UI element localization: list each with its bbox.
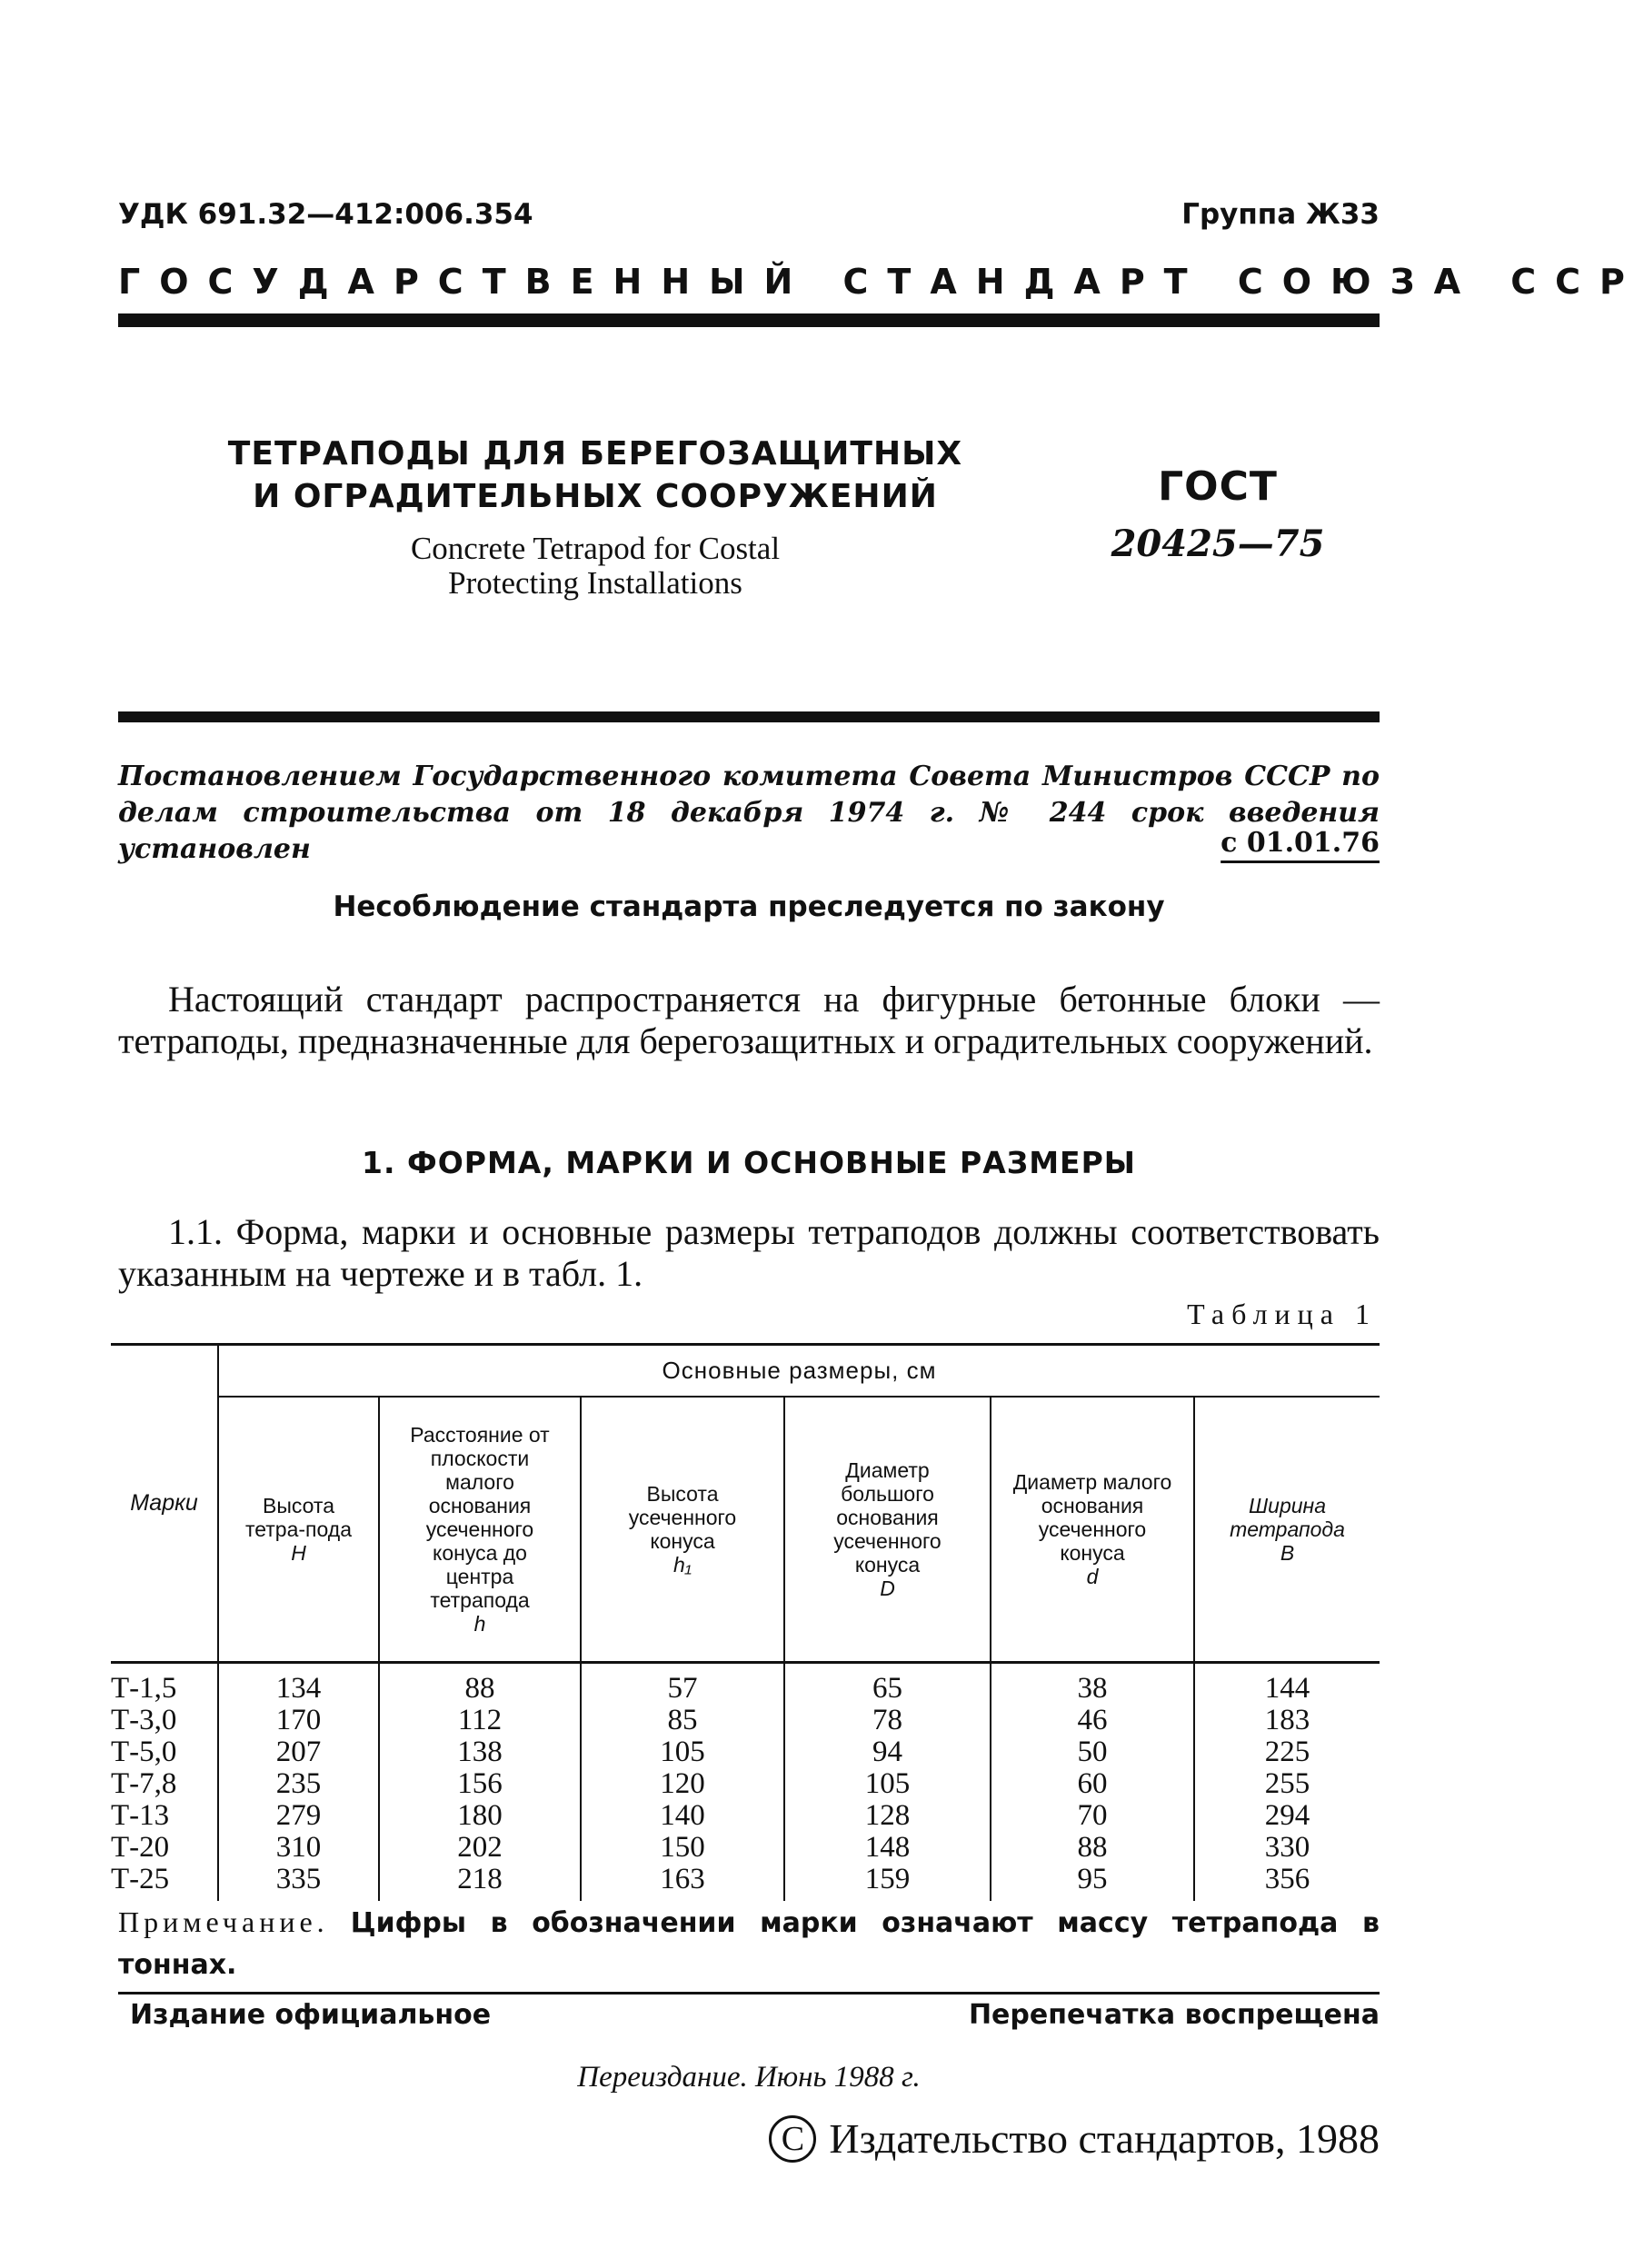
group-code: Группа Ж33 <box>1181 198 1380 231</box>
cell-b: 330 <box>1194 1832 1380 1864</box>
cell-b: 144 <box>1194 1663 1380 1706</box>
marks-header: Марки <box>111 1345 218 1663</box>
decree-date: с 01.01.76 <box>1221 827 1380 859</box>
cell-h1: 105 <box>581 1736 784 1768</box>
official-edition: Издание официальное <box>130 1999 492 2031</box>
table-note <box>118 1902 1380 1985</box>
cell-d-small: 88 <box>991 1832 1194 1864</box>
col-header-distance: Расстояние от плоскости малого основания усеченного конуса до центра тетрапода h <box>379 1397 581 1663</box>
cell-dist: 138 <box>379 1736 581 1768</box>
cell-h1: 85 <box>581 1705 784 1736</box>
cell-h: 170 <box>218 1705 379 1736</box>
cell-h: 279 <box>218 1800 379 1832</box>
cell-d-small: 38 <box>991 1663 1194 1706</box>
section-title: 1. ФОРМА, МАРКИ И ОСНОВНЫЕ РАЗМЕРЫ <box>362 1145 1136 1180</box>
cell-b: 294 <box>1194 1800 1380 1832</box>
gost-label: ГОСТ <box>1158 463 1278 510</box>
cell-d-large: 128 <box>784 1800 991 1832</box>
cell-h1: 163 <box>581 1864 784 1901</box>
cell-dist: 112 <box>379 1705 581 1736</box>
cell-d-small: 50 <box>991 1736 1194 1768</box>
col-header-large-diameter: Диаметр большого основания усеченного конуса D <box>784 1397 991 1663</box>
row-mark: Т-13 <box>111 1799 170 1832</box>
cell-h: 207 <box>218 1736 379 1768</box>
col-header-width: Ширина тетрапода B <box>1194 1397 1380 1663</box>
row-mark: Т-20 <box>111 1831 170 1864</box>
document-title <box>118 433 1072 518</box>
table-row <box>111 1800 1380 1832</box>
cell-h: 134 <box>218 1663 379 1706</box>
cell-d-large: 105 <box>784 1768 991 1800</box>
cell-d-large: 65 <box>784 1663 991 1706</box>
intro-paragraph: Настоящий стандарт распространяется на фигурные бетонные блоки — тетраподы, предназначенные для берегозащитных и оградительных сооружений. <box>118 979 1380 1061</box>
document-title-en <box>118 532 1072 601</box>
cell-b: 225 <box>1194 1736 1380 1768</box>
udk-code: УДК 691.32—412:006.354 <box>118 198 533 231</box>
title-en-line2: Protecting Installations <box>448 565 742 601</box>
cell-b: 183 <box>1194 1705 1380 1736</box>
note-text: Цифры в обозначении марки означают массу тетрапода в тоннах. <box>118 1907 1380 1981</box>
table-row <box>111 1705 1380 1736</box>
cell-d-small: 46 <box>991 1705 1194 1736</box>
row-mark: Т-3,0 <box>111 1704 177 1736</box>
cell-d-large: 78 <box>784 1705 991 1736</box>
cell-dist: 218 <box>379 1864 581 1901</box>
decree-text: Постановлением Государственного комитета Совета Министров СССР по делам строительства от 18 декабря 1974 г. № 244 срок введения установлен <box>118 761 1380 865</box>
reissue-note: Переиздание. Июнь 1988 г. <box>577 2061 921 2094</box>
cell-h: 235 <box>218 1768 379 1800</box>
table-row <box>111 1736 1380 1768</box>
cell-d-small: 95 <box>991 1864 1194 1901</box>
publisher-line <box>769 2114 1380 2166</box>
col-header-small-diameter: Диаметр малого основания усеченного конуса d <box>991 1397 1194 1663</box>
row-mark: Т-7,8 <box>111 1767 177 1800</box>
title-ru-line2: И ОГРАДИТЕЛЬНЫХ СООРУЖЕНИЙ <box>253 478 938 515</box>
table-row <box>111 1663 1380 1706</box>
row-mark: Т-5,0 <box>111 1736 177 1768</box>
law-notice: Несоблюдение стандарта преследуется по закону <box>333 890 1165 923</box>
cell-dist: 202 <box>379 1832 581 1864</box>
table-row <box>111 1864 1380 1901</box>
cell-h1: 140 <box>581 1800 784 1832</box>
note-label: Примечание. <box>118 1905 329 1938</box>
title-rule <box>118 711 1380 722</box>
cell-d-small: 60 <box>991 1768 1194 1800</box>
cell-d-large: 148 <box>784 1832 991 1864</box>
title-ru-line1: ТЕТРАПОДЫ ДЛЯ БЕРЕГОЗАЩИТНЫХ <box>227 435 963 472</box>
cell-h1: 150 <box>581 1832 784 1864</box>
dimensions-table <box>111 1343 1380 1901</box>
cell-h: 310 <box>218 1832 379 1864</box>
cell-b: 356 <box>1194 1864 1380 1901</box>
state-standard-banner: ГОСУДАРСТВЕННЫЙ СТАНДАРТ СОЮЗА ССР <box>118 262 1644 302</box>
table-row <box>111 1832 1380 1864</box>
table-row <box>111 1768 1380 1800</box>
cell-b: 255 <box>1194 1768 1380 1800</box>
publisher-text: Издательство стандартов, 1988 <box>829 2115 1380 2162</box>
cell-dist: 180 <box>379 1800 581 1832</box>
reprint-notice: Перепечатка воспрещена <box>968 1999 1380 2031</box>
cell-d-small: 70 <box>991 1800 1194 1832</box>
col-header-height: Высота тетра-пода H <box>218 1397 379 1663</box>
cell-h: 335 <box>218 1864 379 1901</box>
row-mark: Т-1,5 <box>111 1672 177 1705</box>
header-rule <box>118 313 1380 327</box>
dimensions-group-header: Основные размеры, см <box>218 1345 1380 1398</box>
cell-h1: 120 <box>581 1768 784 1800</box>
gost-number: 20425—75 <box>1111 522 1325 565</box>
table-label: Таблица 1 <box>1187 1298 1377 1330</box>
clause-1-1: 1.1. Форма, марки и основные размеры тетраподов должны соответствовать указанным на чертеже и в табл. 1. <box>118 1211 1380 1294</box>
cell-h1: 57 <box>581 1663 784 1706</box>
title-en-line1: Concrete Tetrapod for Costal <box>410 531 781 566</box>
footer-rule <box>118 1992 1380 1994</box>
cell-d-large: 159 <box>784 1864 991 1901</box>
col-header-cone-height: Высота усеченного конуса h₁ <box>581 1397 784 1663</box>
row-mark: Т-25 <box>111 1863 170 1895</box>
cell-dist: 156 <box>379 1768 581 1800</box>
cell-dist: 88 <box>379 1663 581 1706</box>
copyright-icon: C <box>769 2115 816 2163</box>
cell-d-large: 94 <box>784 1736 991 1768</box>
